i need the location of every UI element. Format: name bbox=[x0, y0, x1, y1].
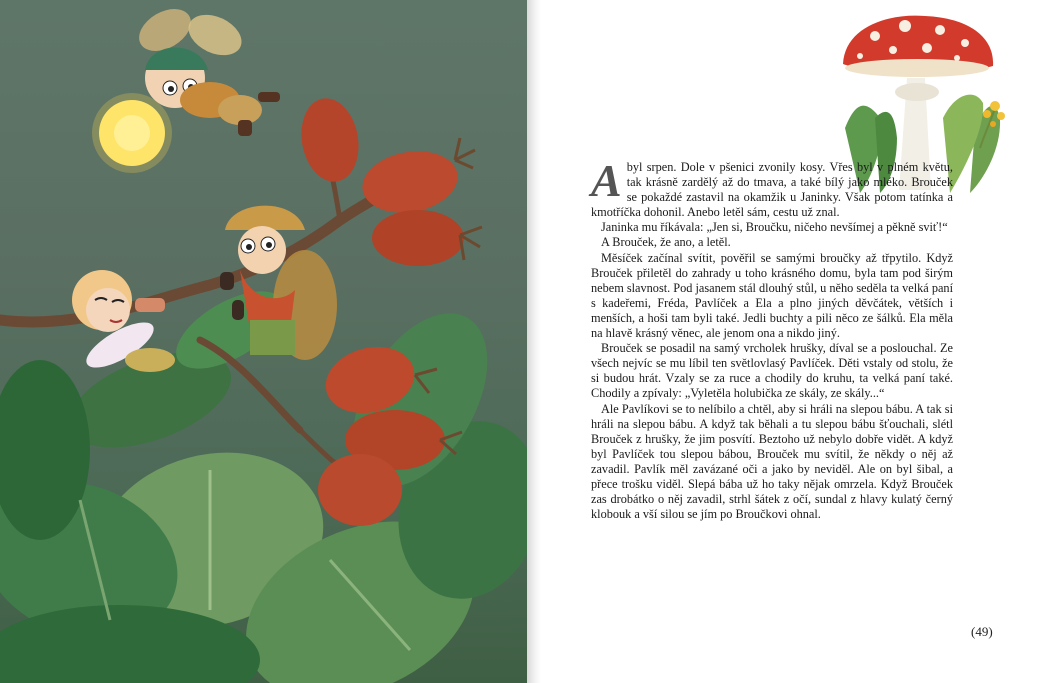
paragraph-5: Brouček se posadil na samý vrcholek hrušky, díval se a poslouchal. Ze všech nejvíc se mu líbil ten světlovlasý Pavlíček. Děti vstaly od stolu, že si budou hrát. Vzaly se za ruce a chodily do kruhu, ta velká paní také. Chodily a zpívaly: „Vyletěla holubička ze skály, ze skály...“ bbox=[591, 341, 953, 401]
paragraph-1: byl srpen. Dole v pšenici zvonily kosy. Vřes byl v plném květu, tak krásně zardělý až do tmava, a také bílý jako mléko. Brouček se pokaždé zastavil na okamžik u Janinky. Však potom tatínka a kmotříčka dohonil. Anebo letěl sám, cestu už znal. bbox=[591, 160, 953, 220]
paragraph-4: Měsíček začínal svítit, pověřil se samými broučky až třpytilo. Když Brouček přiletěl do zahrady u toho krásného domu, byla tam pod širým nebem slavnost. Pod jasanem stál dlouhý stůl, u něho seděla ta velká paní s kadeřemi, Fréda, Pavlíček a Ela a plno jiných děvčátek, větších i menších, a hoši tam byli také. Jedli buchty a pili něco ze šálků. Ela měla na hlavě krásný věnec, ale jenom ona a nikdo jiný. bbox=[591, 250, 954, 341]
glowing-lantern bbox=[92, 93, 172, 173]
paragraph-2: Janinka mu říkávala: „Jen si, Broučku, ničeho nevšímej a pěkně sviť!“ bbox=[601, 220, 948, 235]
text-page bbox=[541, 0, 1048, 683]
story-text bbox=[591, 155, 954, 522]
paragraph-6: Ale Pavlíkovi se to nelíbilo a chtěl, aby si hráli na slepou bábu. A tak si hráli na slepou bábu. A když tak běhali a tu slepou bábu šťouchali, slétl Brouček z hrušky, že jim posvítí. Beztoho už nebylo dobře vidět. A když byl Pavlíček tou slepou bábou, Brouček mu svítil, že někdy o něj až zavadil. Pavlík měl zavázané oči a jako by neviděl. Ale on byl šibal, a přece trošku viděl. Slepá bába už ho taky nějak omrzela. Když Brouček zas drobátko o něj zavadil, strhl šátek z očí, sundal z hlavy kulatý černý klobouk a vší silou se jím po Broučkovi ohnal. bbox=[591, 401, 953, 522]
paragraph-3: A Brouček, že ano, a letěl. bbox=[601, 235, 731, 250]
lying-firefly-character bbox=[72, 270, 175, 376]
page-gutter bbox=[527, 0, 541, 683]
drop-cap: A bbox=[591, 155, 622, 206]
page-number: (49) bbox=[971, 624, 993, 639]
